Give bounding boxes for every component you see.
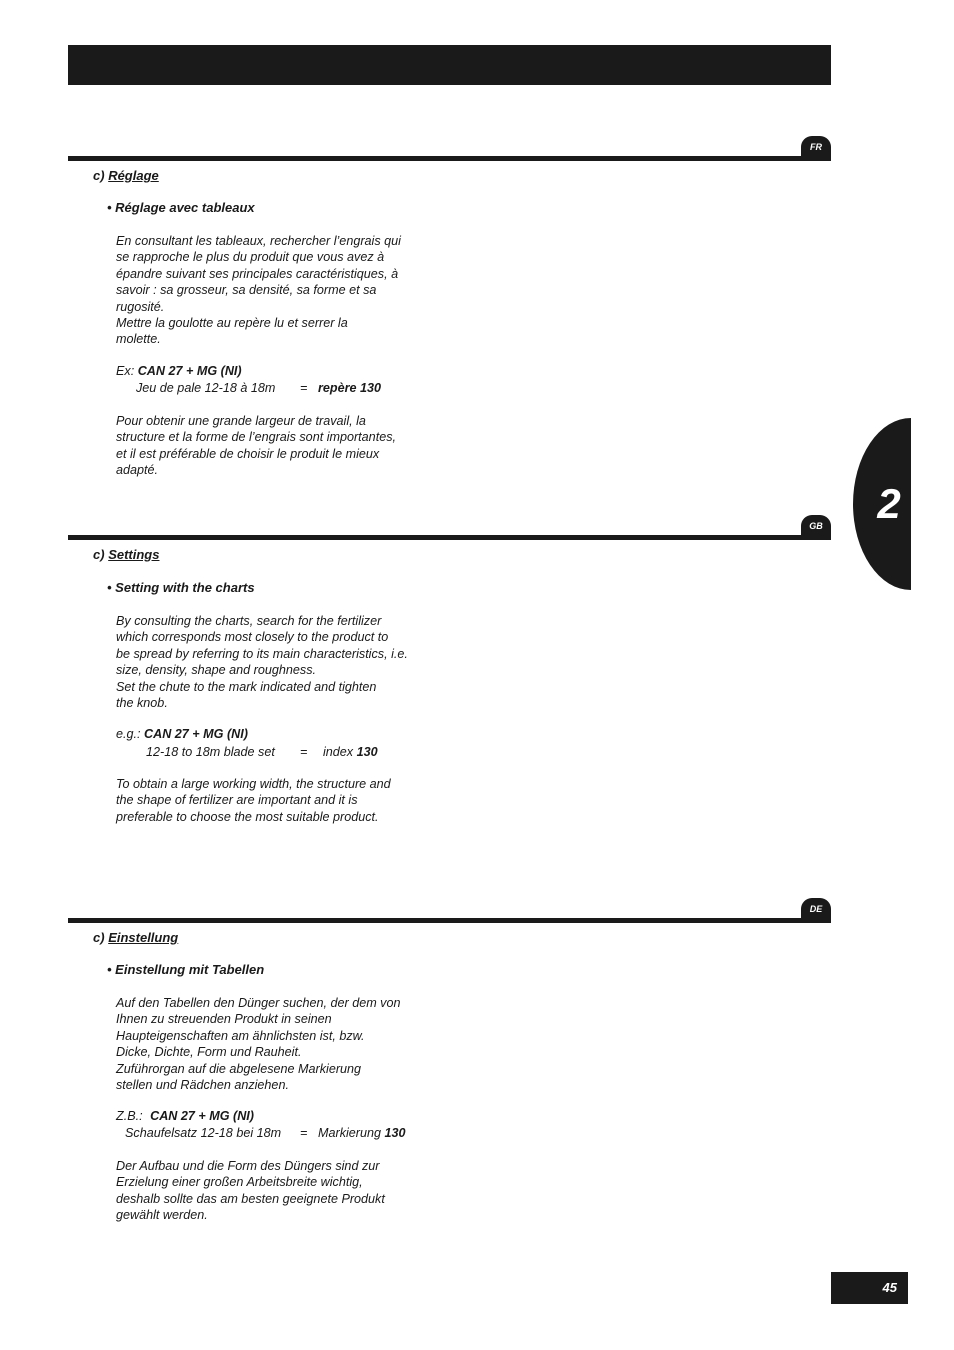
header-title-gb: Settings — [222, 174, 297, 195]
chapter-tab — [853, 418, 911, 590]
paragraph-gb-2 — [116, 776, 421, 825]
text-line: Mettre la goulotte au repère lu et serrer la — [116, 316, 348, 331]
example-equals: = — [300, 381, 308, 395]
section-heading-gb — [93, 547, 159, 562]
text-line: be spread by referring to its main characteristics, i.e. — [116, 646, 408, 661]
heading-prefix: c) — [93, 930, 105, 945]
paragraph-fr-1 — [116, 233, 421, 348]
text-line: gewählt werden. — [116, 1208, 208, 1223]
page-number-box — [831, 1272, 908, 1304]
section-divider — [68, 918, 831, 923]
example-detail: 12-18 to 18m blade set — [146, 745, 275, 759]
language-tab-fr: FR — [801, 136, 831, 158]
text-line: the shape of fertilizer are important and it is — [116, 793, 358, 808]
text-line: Der Aufbau und die Form des Düngers sind zur — [116, 1159, 380, 1173]
example-product: CAN 27 + MG (NI) — [150, 1109, 255, 1123]
example-label: Ex: — [116, 364, 135, 378]
text-line: Ihnen zu streuenden Produkt in seinen — [116, 1012, 332, 1027]
example-detail-gb — [146, 745, 275, 759]
text-line: deshalb sollte das am besten geeignete Produkt — [116, 1191, 385, 1206]
text-line: molette. — [116, 332, 161, 347]
example-product: CAN 27 + MG (NI) — [137, 364, 242, 378]
section-divider — [68, 156, 831, 161]
text-line: Erzielung einer großen Arbeitsbreite wichtig, — [116, 1175, 363, 1190]
text-line: adapté. — [116, 463, 159, 478]
text-line: which corresponds most closely to the product to — [116, 630, 389, 645]
heading-prefix: c) — [93, 547, 105, 562]
heading-prefix: c) — [93, 168, 105, 183]
header-title-de: Einstellungen — [354, 254, 479, 275]
text-line: Auf den Tabellen den Dünger suchen, der dem von — [116, 996, 401, 1010]
section-divider — [68, 535, 831, 540]
example-line-de — [116, 1109, 254, 1123]
page-number: 45 — [882, 1280, 897, 1295]
heading-title: Réglage — [108, 168, 159, 183]
section-heading-fr — [93, 168, 159, 183]
text-line: savoir : sa grosseur, sa densité, sa forme et sa — [116, 283, 377, 298]
example-label: Z.B.: — [116, 1109, 143, 1123]
text-line: To obtain a large working width, the structure and — [116, 777, 391, 791]
example-result-gb — [323, 745, 378, 759]
example-result: 130 — [384, 1126, 406, 1140]
example-detail-fr — [136, 381, 275, 395]
example-result-fr — [318, 381, 381, 395]
example-product: CAN 27 + MG (NI) — [144, 727, 248, 741]
example-label: e.g.: — [116, 727, 141, 741]
example-index-label: index — [323, 745, 354, 759]
text-line: Zuführorgan auf die abgelesene Markierung — [116, 1061, 362, 1076]
example-equals: = — [300, 745, 308, 759]
bullet-heading-de: • Einstellung mit Tabellen — [107, 962, 265, 977]
example-detail: Jeu de pale 12-18 à 18m — [136, 381, 276, 395]
text-line: structure et la forme de l’engrais sont importantes, — [116, 430, 396, 445]
text-line: épandre suivant ses principales caractéristiques, à — [116, 266, 399, 281]
example-line-fr — [116, 364, 242, 378]
example-index-label: Markierung — [318, 1126, 381, 1140]
text-line: Dicke, Dichte, Form und Rauheit. — [116, 1045, 302, 1060]
example-result: 130 — [356, 745, 378, 759]
text-line: preferable to choose the most suitable product. — [116, 809, 379, 824]
example-detail-de — [125, 1126, 281, 1140]
example-detail: Schaufelsatz 12-18 bei 18m — [125, 1126, 282, 1140]
paragraph-de-2 — [116, 1158, 421, 1224]
heading-title: Einstellung — [108, 930, 179, 945]
paragraph-de-1 — [116, 995, 421, 1093]
example-result-de — [318, 1126, 406, 1140]
header-separator: / — [325, 214, 331, 235]
header-title-fr: Réglages — [100, 134, 185, 155]
chapter-number: 2 — [877, 480, 901, 527]
bullet-heading-gb: • Setting with the charts — [107, 580, 255, 595]
text-line: rugosité. — [116, 299, 165, 314]
text-line: se rapproche le plus du produit que vous avez à — [116, 250, 385, 265]
paragraph-fr-2 — [116, 413, 421, 479]
text-line: By consulting the charts, search for the fertilizer — [116, 614, 382, 628]
example-line-gb — [116, 727, 248, 741]
section-heading-de — [93, 930, 178, 945]
bullet-heading-fr: • Réglage avec tableaux — [107, 200, 255, 215]
text-line: Haupteigenschaften am ähnlichsten ist, bzw. — [116, 1028, 365, 1043]
text-line: the knob. — [116, 696, 168, 711]
text-line: stellen und Rädchen anziehen. — [116, 1078, 289, 1093]
text-line: En consultant les tableaux, rechercher l’engrais qui — [116, 234, 401, 248]
heading-title: Settings — [108, 547, 160, 562]
text-line: Set the chute to the mark indicated and tighten — [116, 679, 377, 694]
example-result: repère 130 — [318, 381, 382, 395]
paragraph-gb-1 — [116, 613, 421, 711]
language-tab-gb: GB — [801, 515, 831, 537]
example-equals: = — [300, 1126, 308, 1140]
header-separator: / — [195, 134, 201, 155]
text-line: Pour obtenir une grande largeur de travail, la — [116, 414, 366, 428]
language-tab-de: DE — [801, 898, 831, 920]
text-line: et il est préférable de choisir le produit le mieux — [116, 446, 380, 461]
text-line: size, density, shape and roughness. — [116, 663, 316, 678]
